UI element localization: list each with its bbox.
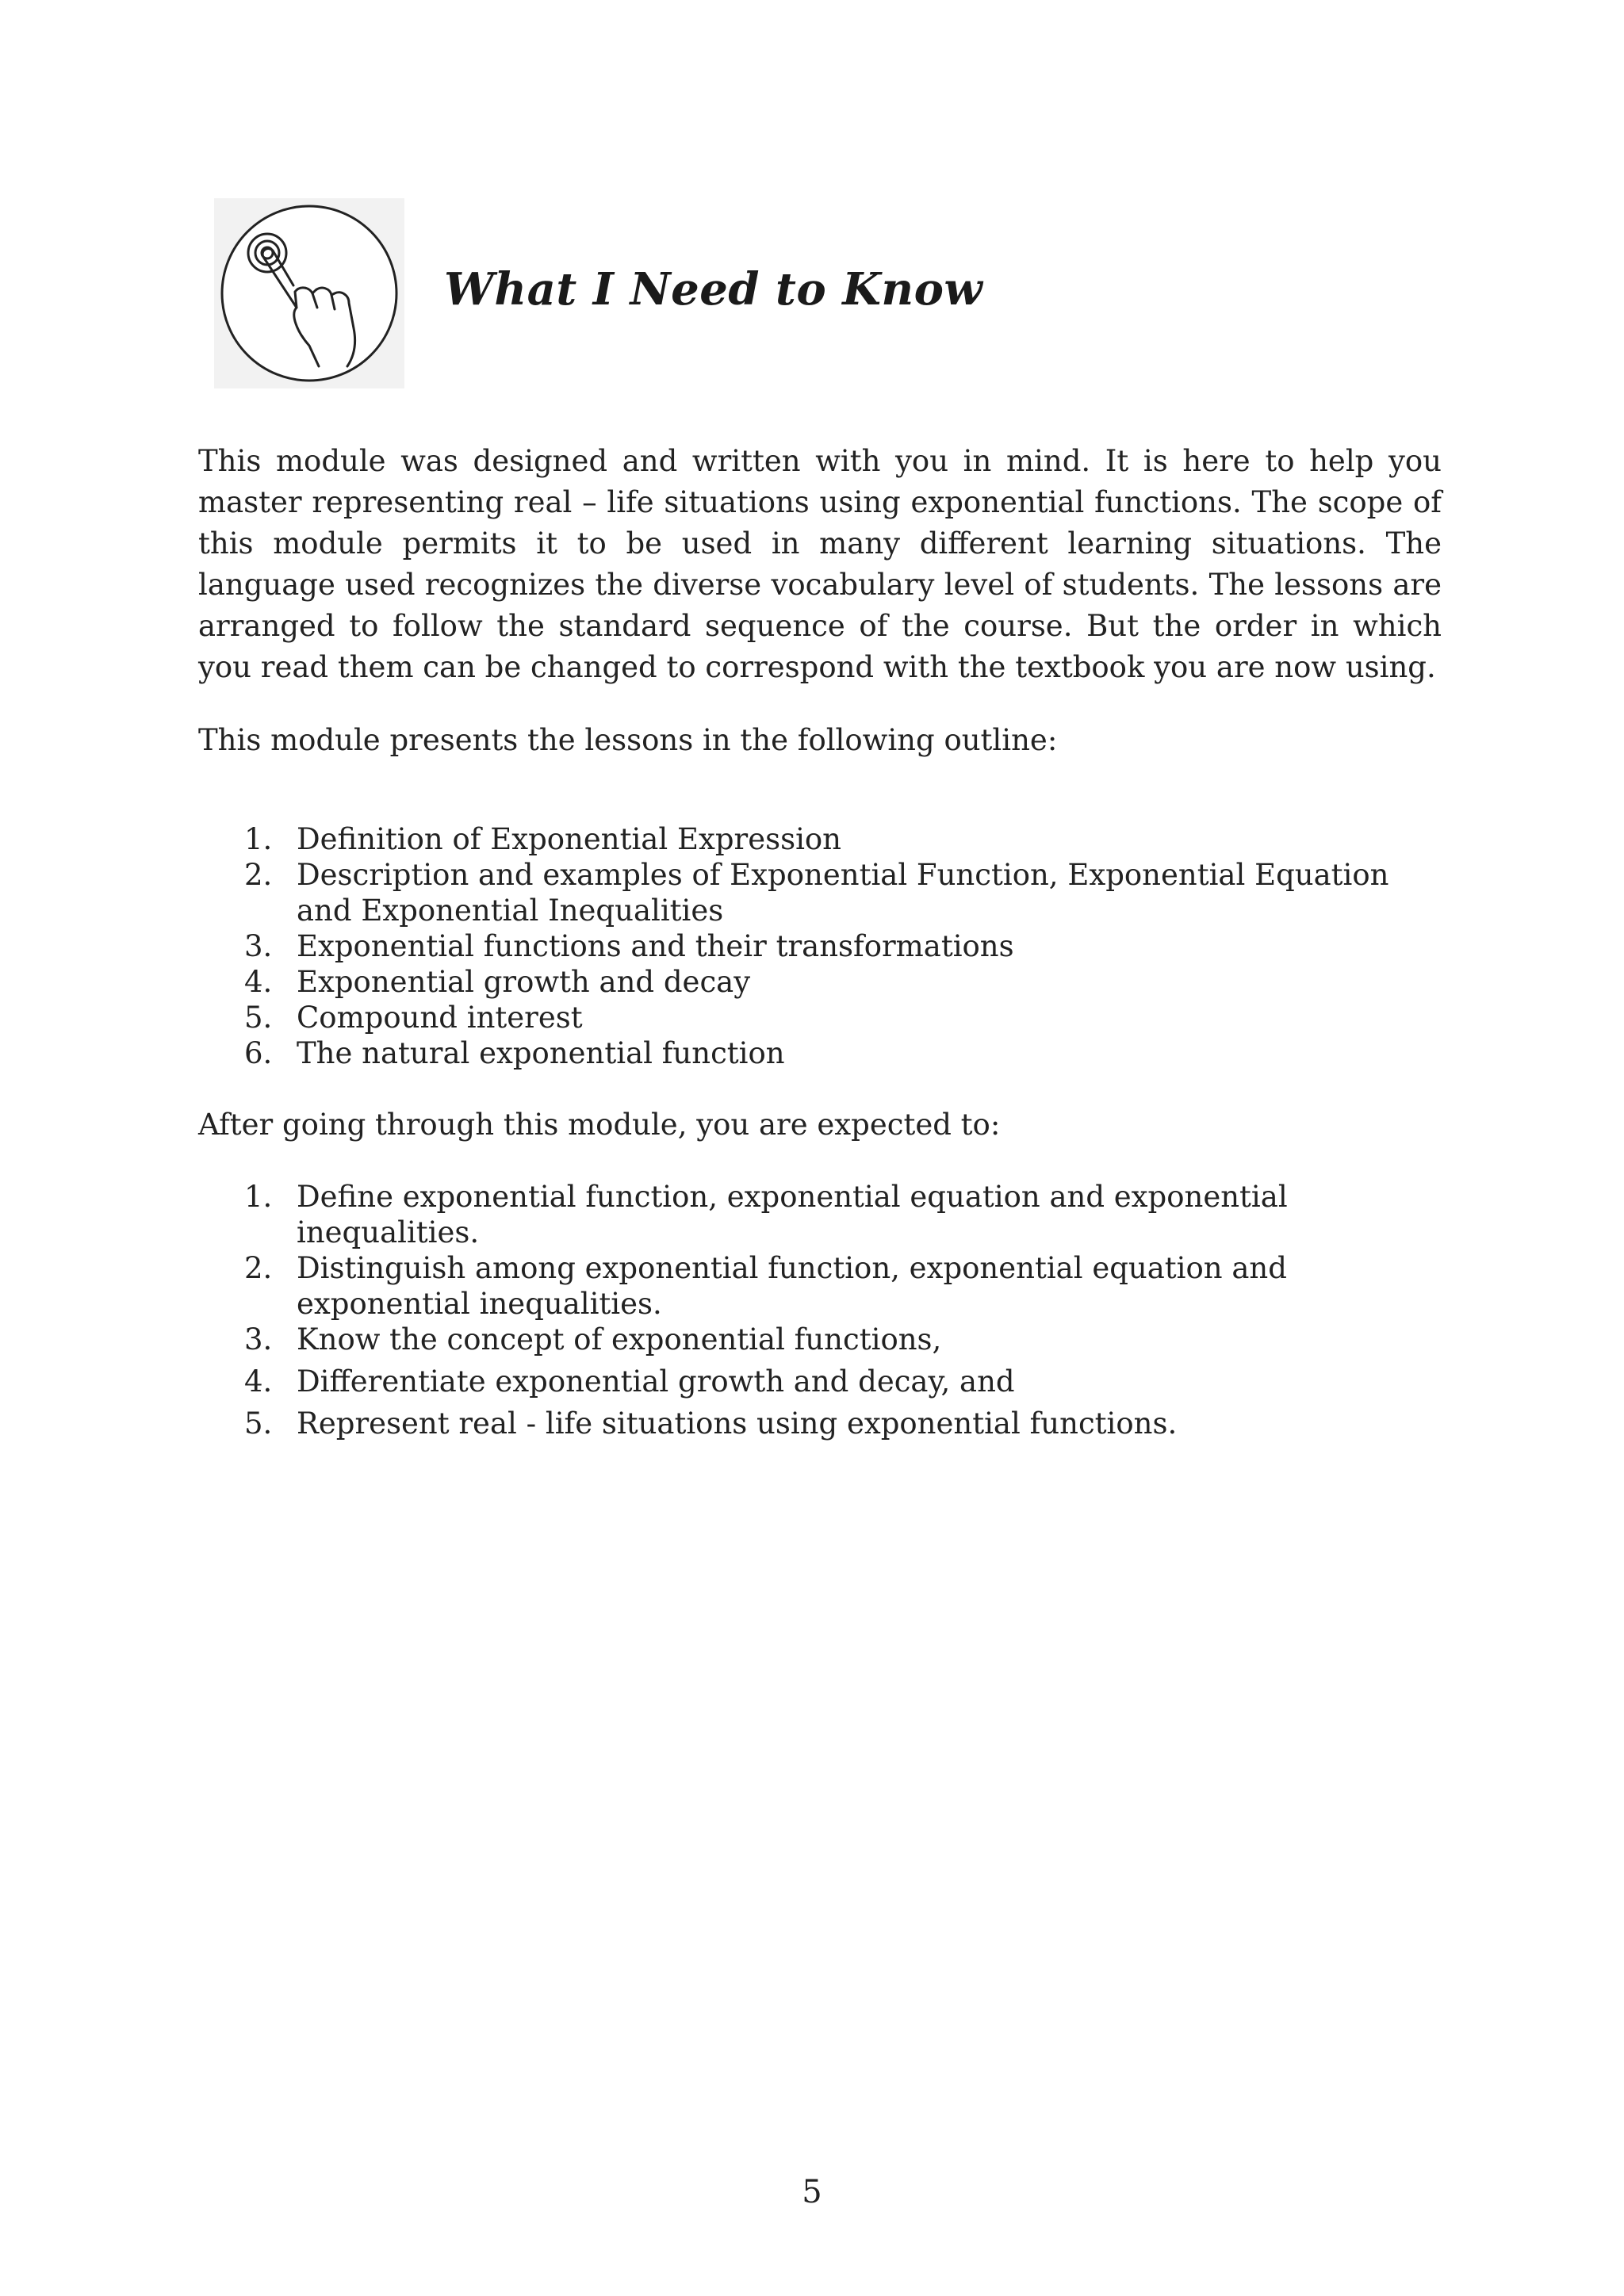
list-item: 5. Compound interest xyxy=(244,1001,583,1035)
lesson-outline-list xyxy=(198,821,1442,1071)
list-item: 4. Exponential growth and decay xyxy=(244,965,751,999)
intro-paragraph: This module was designed and written with you in mind. It is here to help you master representing real – life situations using exponential functions. The scope of this module permits it to be used in many different learning situations. The language used recognizes the diverse vocabulary level of students. The lessons are arranged to follow the standard sequence of the course. But the order in which you read them can be changed to correspond with the textbook you are now using. xyxy=(198,444,1442,684)
section-header xyxy=(214,198,1483,396)
list-item: 2. Description and examples of Exponential Function, Exponential Equation and Exponential Inequalities xyxy=(244,858,1389,928)
list-item: 3. Know the concept of exponential functions, xyxy=(244,1322,942,1357)
module-content xyxy=(198,441,1442,1441)
list-item: 4. Differentiate exponential growth and decay, and xyxy=(244,1364,1015,1399)
list-item: 2. Distinguish among exponential function, exponential equation and exponential inequalities. xyxy=(244,1251,1287,1321)
list-item: 1. Definition of Exponential Expression xyxy=(244,822,842,856)
list-item: 5. Represent real - life situations using exponential functions. xyxy=(244,1406,1178,1441)
outline-intro: This module presents the lessons in the following outline: xyxy=(198,723,1058,757)
pointing-hand-tap-icon xyxy=(214,198,404,388)
list-item: 6. The natural exponential function xyxy=(244,1036,785,1070)
list-item: 1. Define exponential function, exponential equation and exponential inequalities. xyxy=(244,1180,1288,1249)
section-title: What I Need to Know xyxy=(444,263,983,316)
objectives-list xyxy=(198,1179,1442,1441)
expected-intro: After going through this module, you are expected to: xyxy=(198,1108,1001,1142)
list-item: 3. Exponential functions and their transformations xyxy=(244,929,1014,963)
page-number: 5 xyxy=(802,2174,822,2210)
